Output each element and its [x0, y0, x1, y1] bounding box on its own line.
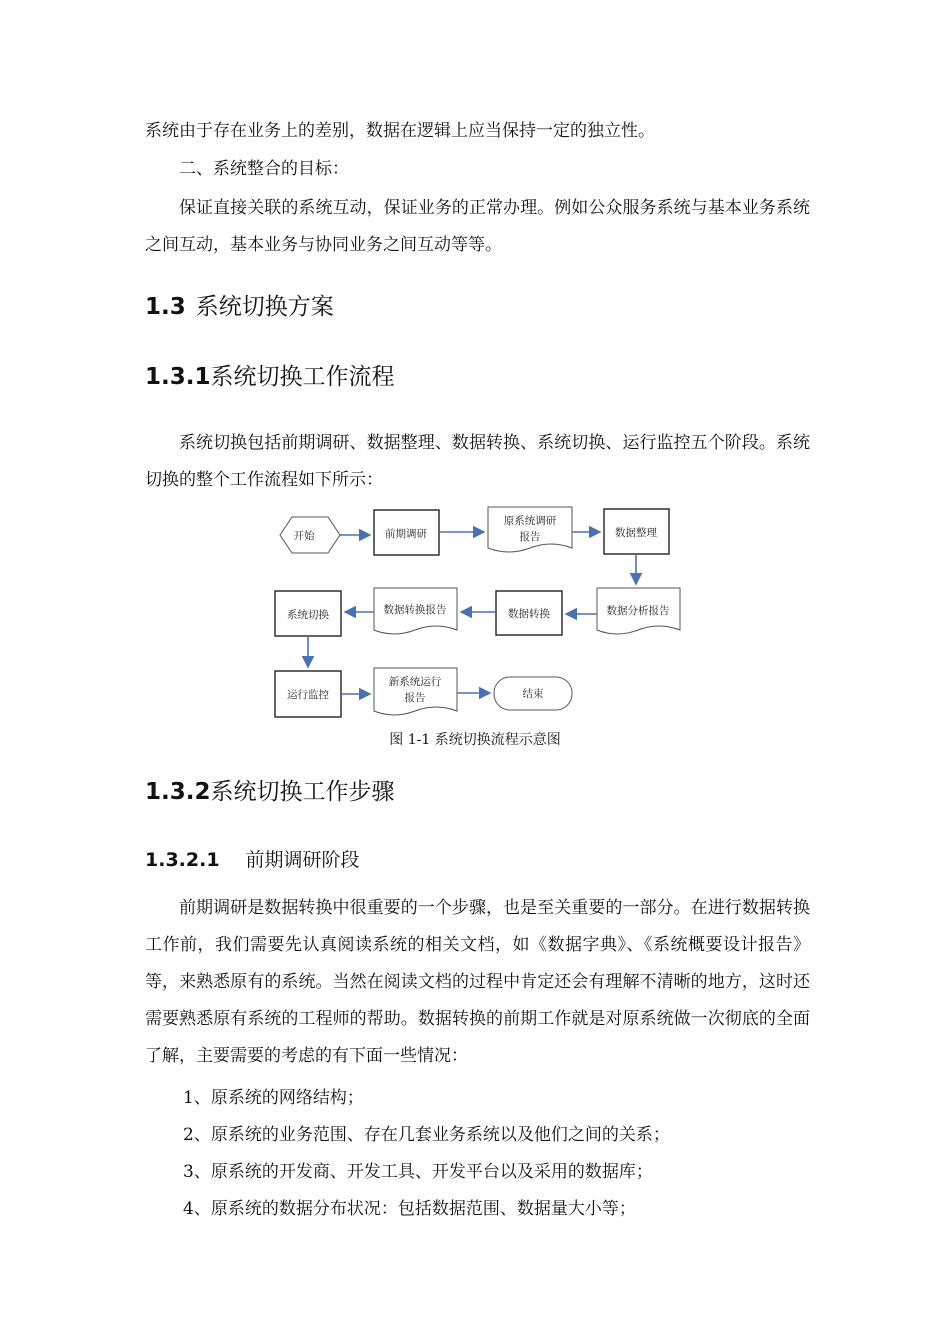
figure-caption: 图 1-1 系统切换流程示意图 — [389, 732, 561, 748]
heading-number: 1.3.1 — [145, 364, 211, 390]
old-report-label-line1: 原系统调研 — [503, 515, 557, 527]
system-switch-label: 系统切换 — [287, 609, 329, 621]
heading-title: 系统切换方案 — [195, 294, 334, 320]
heading-title: 系统切换工作流程 — [210, 364, 395, 390]
heading-1-3-2 — [145, 773, 395, 806]
heading-1-3-2-1 — [145, 845, 360, 872]
monitor-label: 运行监控 — [287, 689, 329, 701]
paragraph-goal-heading: 二、系统整合的目标： — [179, 159, 349, 179]
document-old-system-report — [488, 507, 572, 552]
new-report-label-line1: 新系统运行 — [388, 676, 442, 688]
heading-title: 前期调研阶段 — [245, 849, 360, 871]
heading-number: 1.3.2.1 — [145, 849, 220, 871]
end-label: 结束 — [522, 688, 544, 700]
heading-number: 1.3 — [145, 294, 186, 320]
research-label: 前期调研 — [385, 528, 427, 540]
list-item: 1、原系统的网络结构； — [183, 1088, 364, 1108]
paragraph-independence: 系统由于存在业务上的差别，数据在逻辑上应当保持一定的独立性。 — [145, 121, 655, 141]
list-item: 4、原系统的数据分布状况：包括数据范围、数据量大小等； — [183, 1199, 636, 1219]
data-cleanup-label: 数据整理 — [615, 527, 657, 539]
flowchart-diagram — [260, 500, 690, 730]
list-item: 2、原系统的业务范围、存在几套业务系统以及他们之间的关系； — [183, 1125, 670, 1145]
data-convert-label: 数据转换 — [508, 608, 550, 620]
paragraph-workflow-intro: 系统切换包括前期调研、数据整理、数据转换、系统切换、运行监控五个阶段。系统切换的整个工作流程如下所示： — [145, 433, 810, 490]
paragraph-research-body: 前期调研是数据转换中很重要的一个步骤，也是至关重要的一部分。在进行数据转换工作前，我们需要先认真阅读系统的相关文档，如《数据字典》、《系统概要设计报告》等，来熟悉原有的系统。当然在阅读文档的过程中肯定还会有理解不清晰的地方，这时还需要熟悉原有系统的工程师的帮助。数据转换的前期工作就是对原系统做一次彻底的全面了解，主要需要的考虑的有下面一些情况： — [145, 898, 810, 1066]
start-label: 开始 — [293, 530, 315, 542]
convert-report-label: 数据转换报告 — [383, 604, 447, 616]
analysis-report-label: 数据分析报告 — [606, 605, 670, 617]
new-report-label-line2: 报告 — [404, 692, 426, 704]
paragraph-goal-body: 保证直接关联的系统互动，保证业务的正常办理。例如公众服务系统与基本业务系统之间互动，基本业务与协同业务之间互动等等。 — [145, 198, 810, 255]
heading-title: 系统切换工作步骤 — [210, 779, 395, 805]
list-item: 3、原系统的开发商、开发工具、开发平台以及采用的数据库； — [183, 1162, 653, 1182]
heading-1-3 — [145, 288, 334, 321]
old-report-label-line2: 报告 — [519, 531, 541, 543]
heading-1-3-1 — [145, 358, 395, 391]
heading-number: 1.3.2 — [145, 779, 211, 805]
